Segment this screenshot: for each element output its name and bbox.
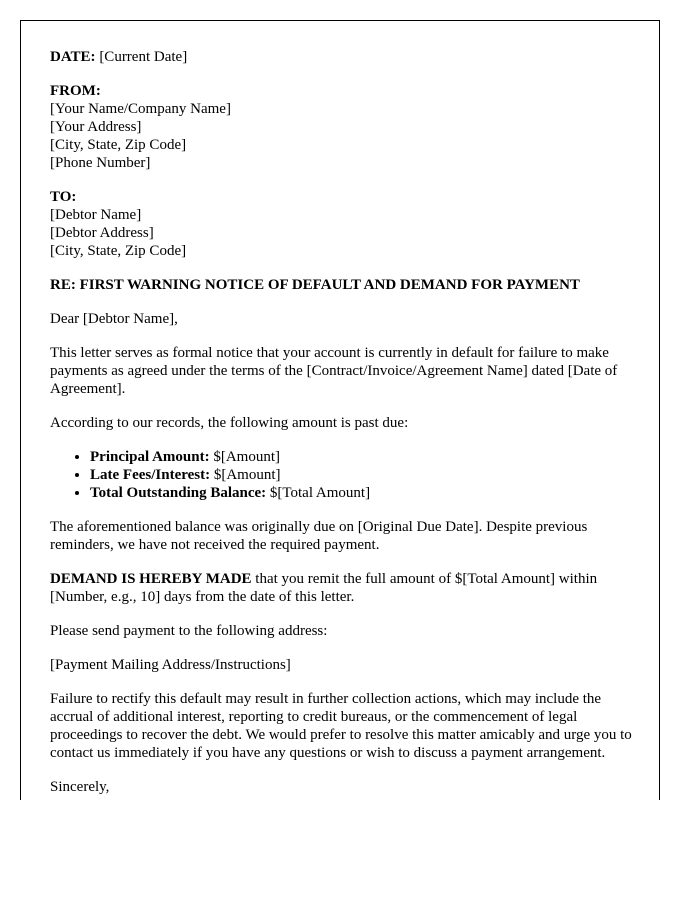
list-item-principal <box>90 448 640 466</box>
intro-paragraph: This letter serves as formal notice that your account is currently in default for failure to make payments as agreed under the terms of the [Contract/Invoice/Agreement Name] dated [Date of Agreement]. <box>50 345 618 397</box>
to-debtor-name: [Debtor Name] <box>50 207 142 223</box>
late-fees-label: Late Fees/Interest: <box>90 467 211 483</box>
from-name: [Your Name/Company Name] <box>50 101 231 117</box>
from-city-state-zip: [City, State, Zip Code] <box>50 137 187 153</box>
principal-label: Principal Amount: <box>90 449 210 465</box>
demand-bold-text: DEMAND IS HEREBY MADE <box>50 571 252 587</box>
mailing-address-paragraph: [Payment Mailing Address/Instructions] <box>50 657 291 673</box>
total-value: $[Total Amount] <box>266 485 371 501</box>
list-item-late-fees <box>90 466 640 484</box>
send-payment-paragraph: Please send payment to the following address: <box>50 623 328 639</box>
records-paragraph: According to our records, the following amount is past due: <box>50 415 409 431</box>
original-due-paragraph: The aforementioned balance was originally due on [Original Due Date]. Despite previous reminders, we have not received the required payment. <box>50 519 588 553</box>
failure-paragraph: Failure to rectify this default may result in further collection actions, which may include the accrual of additional interest, reporting to credit bureaus, or the commencement of legal proceedings to recover the debt. We would prefer to resolve this matter amicably and urge you to contact us immediately if you have any questions or wish to discuss a payment arrangement. <box>50 691 632 761</box>
subject-line: RE: FIRST WARNING NOTICE OF DEFAULT AND DEMAND FOR PAYMENT <box>50 277 580 293</box>
to-label: TO: <box>50 189 77 205</box>
principal-value: $[Amount] <box>209 449 281 465</box>
to-block <box>50 188 640 260</box>
letter-content <box>50 48 640 800</box>
from-label: FROM: <box>50 83 101 99</box>
salutation: Dear [Debtor Name], <box>50 311 178 327</box>
late-fees-value: $[Amount] <box>210 467 281 483</box>
date-value: [Current Date] <box>95 49 188 65</box>
date-label: DATE: <box>50 49 96 65</box>
from-phone: [Phone Number] <box>50 155 151 171</box>
to-debtor-address: [Debtor Address] <box>50 225 154 241</box>
demand-paragraph <box>50 570 640 606</box>
to-city-state-zip: [City, State, Zip Code] <box>50 243 187 259</box>
from-address: [Your Address] <box>50 119 142 135</box>
list-item-total <box>90 484 640 502</box>
from-block <box>50 82 640 172</box>
closing-line: Sincerely, <box>50 779 110 795</box>
demand-rest-text: that you remit the full amount of $[Total Amount] within [Number, e.g., 10] days from the date of this letter. <box>50 571 598 605</box>
date-line <box>50 48 640 66</box>
total-label: Total Outstanding Balance: <box>90 485 267 501</box>
letter-page <box>20 20 660 800</box>
amounts-list <box>50 448 640 502</box>
